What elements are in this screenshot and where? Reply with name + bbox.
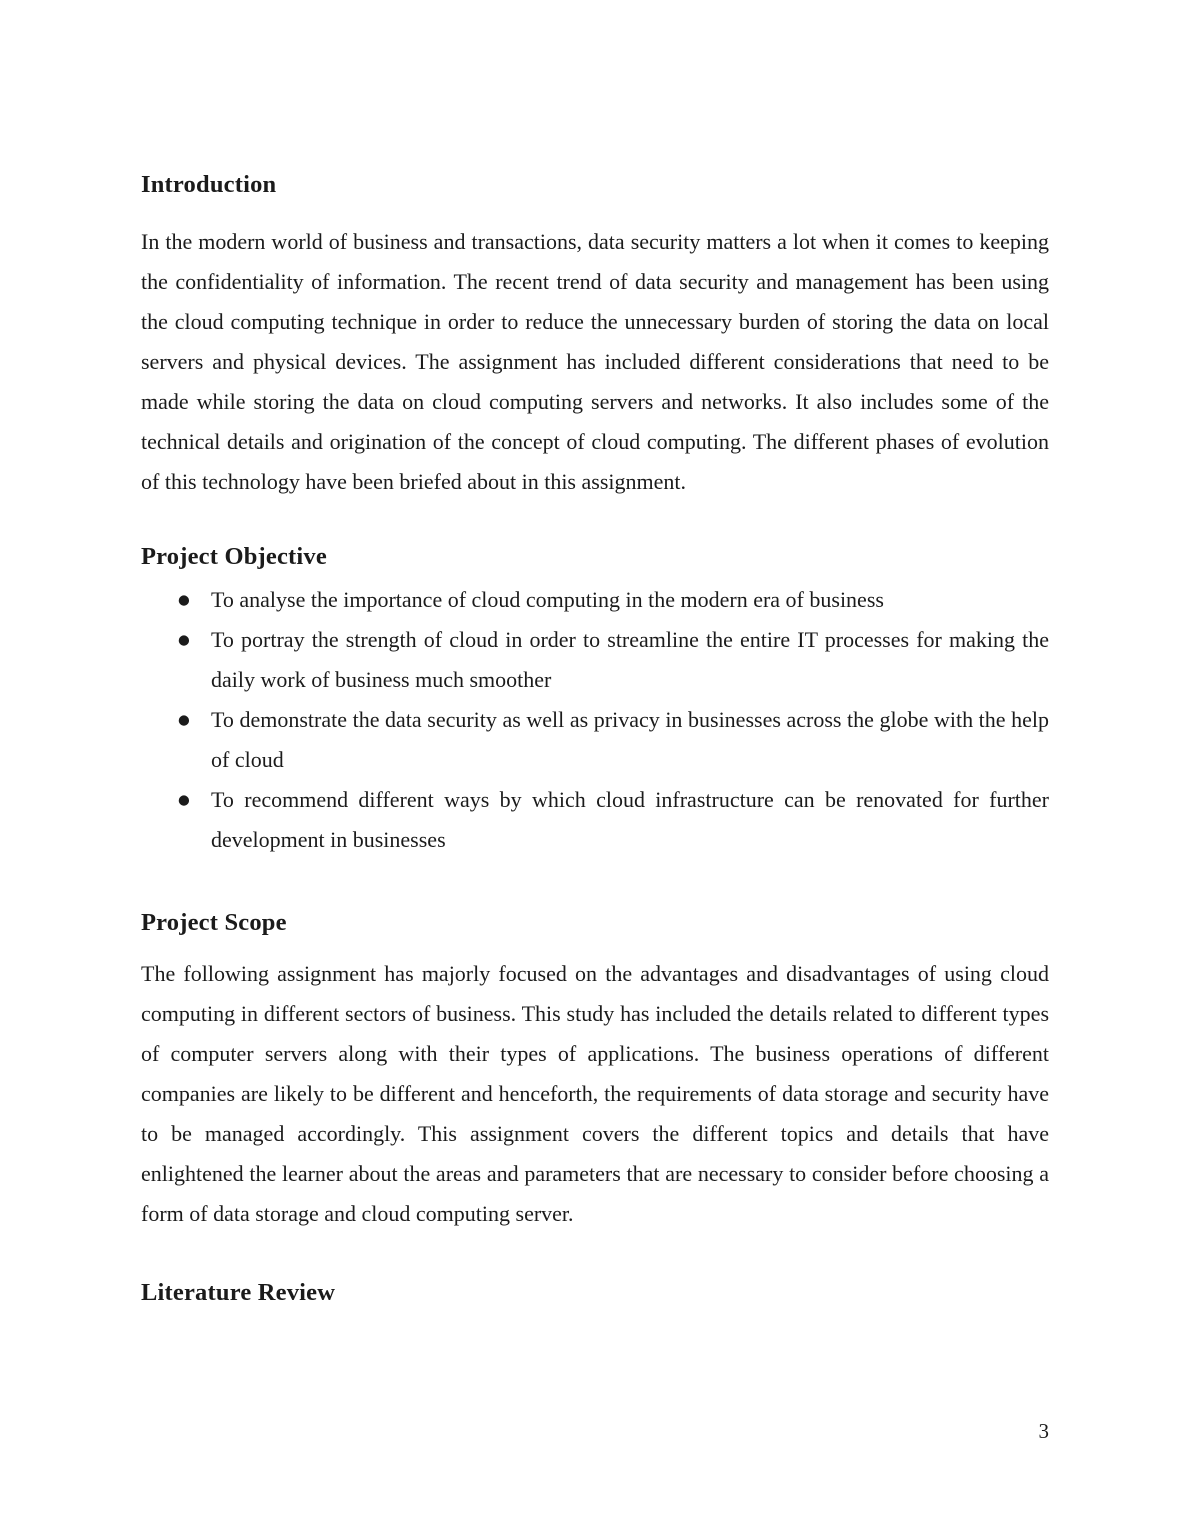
list-item-text: To analyse the importance of cloud computing in the modern era of business <box>211 587 884 612</box>
section-heading-introduction: Introduction <box>141 171 277 198</box>
section-heading-literature-review: Literature Review <box>141 1279 336 1306</box>
list-item-text: To recommend different ways by which cloud infrastructure can be renovated for further development in businesses <box>211 787 1049 852</box>
paragraph-project-scope: The following assignment has majorly focused on the advantages and disadvantages of using cloud computing in different sectors of business. This study has included the details related to different types of computer servers along with their types of applications. The business operations of different companies are likely to be different and henceforth, the requirements of data storage and security have to be managed accordingly. This assignment covers the different topics and details that have enlightened the learner about the areas and parameters that are necessary to consider before choosing a form of data storage and cloud computing server. <box>141 961 1049 1226</box>
list-item <box>141 780 1049 860</box>
section-heading-project-objective: Project Objective <box>141 543 327 570</box>
page-number: 3 <box>1038 1419 1049 1443</box>
objective-list <box>141 580 1049 860</box>
section-heading-project-scope: Project Scope <box>141 909 287 936</box>
list-item <box>141 620 1049 700</box>
list-item <box>141 580 1049 620</box>
bullet-icon: ● <box>178 632 190 648</box>
bullet-icon: ● <box>178 792 190 808</box>
list-item-text: To demonstrate the data security as well as privacy in businesses across the globe with the help of cloud <box>211 707 1049 772</box>
list-item <box>141 700 1049 780</box>
paragraph-introduction: In the modern world of business and transactions, data security matters a lot when it comes to keeping the confidentiality of information. The recent trend of data security and management has been using the cloud computing technique in order to reduce the unnecessary burden of storing the data on local servers and physical devices. The assignment has included different considerations that need to be made while storing the data on cloud computing servers and networks. It also includes some of the technical details and origination of the concept of cloud computing. The different phases of evolution of this technology have been briefed about in this assignment. <box>141 229 1049 494</box>
list-item-text: To portray the strength of cloud in order to streamline the entire IT processes for making the daily work of business much smoother <box>211 627 1049 692</box>
bullet-icon: ● <box>178 592 190 608</box>
bullet-icon: ● <box>178 712 190 728</box>
